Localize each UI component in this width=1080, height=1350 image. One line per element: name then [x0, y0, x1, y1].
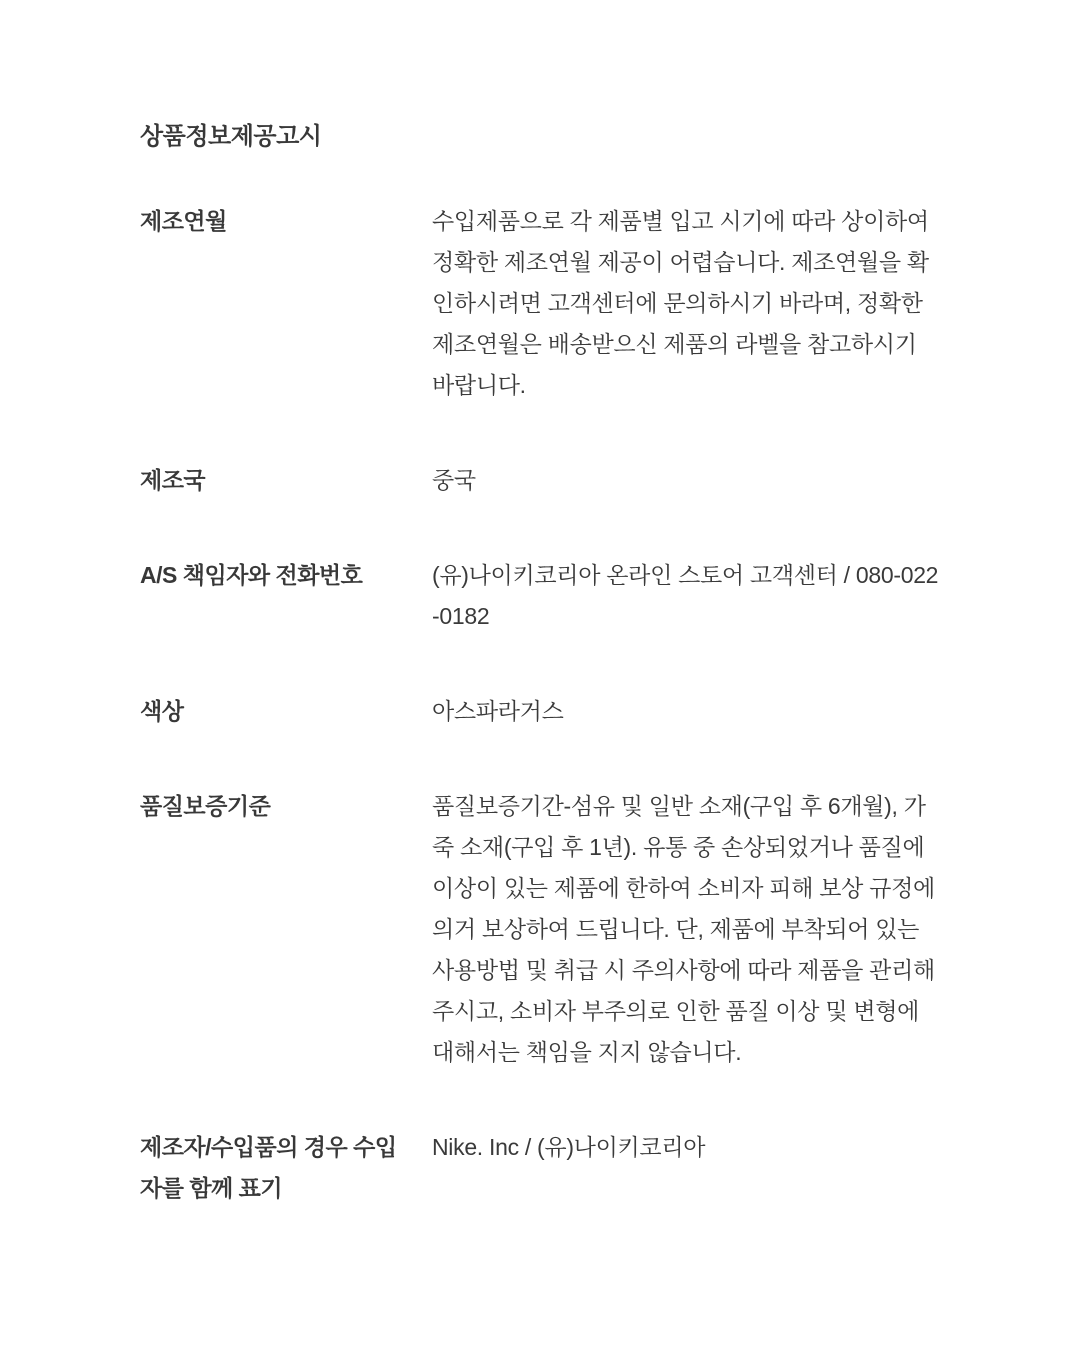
spec-label-color: 색상 — [140, 698, 184, 724]
spec-label-country-of-origin: 제조국 — [140, 467, 206, 493]
spec-value-quality-guarantee: 품질보증기간-섬유 및 일반 소재(구입 후 6개월), 가죽 소재(구입 후 1년). 유통 중 손상되었거나 품질에 이상이 있는 제품에 한하여 소비자 피해 보상 규정에 의거 보상하여 드립니다. 단, 제품에 부착되어 있는 사용방법 및 취급 시 주의사항에 따라 제품을 관리해 주시고, 소비자 부주의로 인한 품질 이상 및 변형에 대해서는 책임을 지지 않습니다. — [432, 793, 935, 1065]
spec-value-manufacturer-importer: Nike. Inc / (유)나이키코리아 — [432, 1134, 706, 1160]
spec-label-quality-guarantee: 품질보증기준 — [140, 793, 271, 819]
spec-value-as-contact: (유)나이키코리아 온라인 스토어 고객센터 / 080-022-0182 — [432, 562, 939, 629]
page-title: 상품정보제공고시 — [140, 123, 322, 150]
spec-value-country-of-origin: 중국 — [432, 467, 476, 493]
spec-label-as-contact: A/S 책임자와 전화번호 — [140, 562, 363, 588]
spec-row-manufacturer-importer — [140, 1127, 940, 1209]
spec-value-manufacture-date: 수입제품으로 각 제품별 입고 시기에 따라 상이하여 정확한 제조연월 제공이 어렵습니다. 제조연월을 확인하시려면 고객센터에 문의하시기 바라며, 정확한 제조연월은 배송받으신 제품의 라벨을 참고하시기 바랍니다. — [432, 208, 929, 398]
spec-label-manufacturer-importer: 제조자/수입품의 경우 수입자를 함께 표기 — [140, 1134, 397, 1201]
spec-row-color — [140, 691, 940, 732]
spec-row-country-of-origin — [140, 460, 940, 501]
spec-row-manufacture-date — [140, 201, 940, 406]
spec-value-color: 아스파라거스 — [432, 698, 564, 724]
spec-row-as-contact — [140, 555, 940, 637]
spec-row-quality-guarantee — [140, 786, 940, 1073]
spec-label-manufacture-date: 제조연월 — [140, 208, 227, 234]
